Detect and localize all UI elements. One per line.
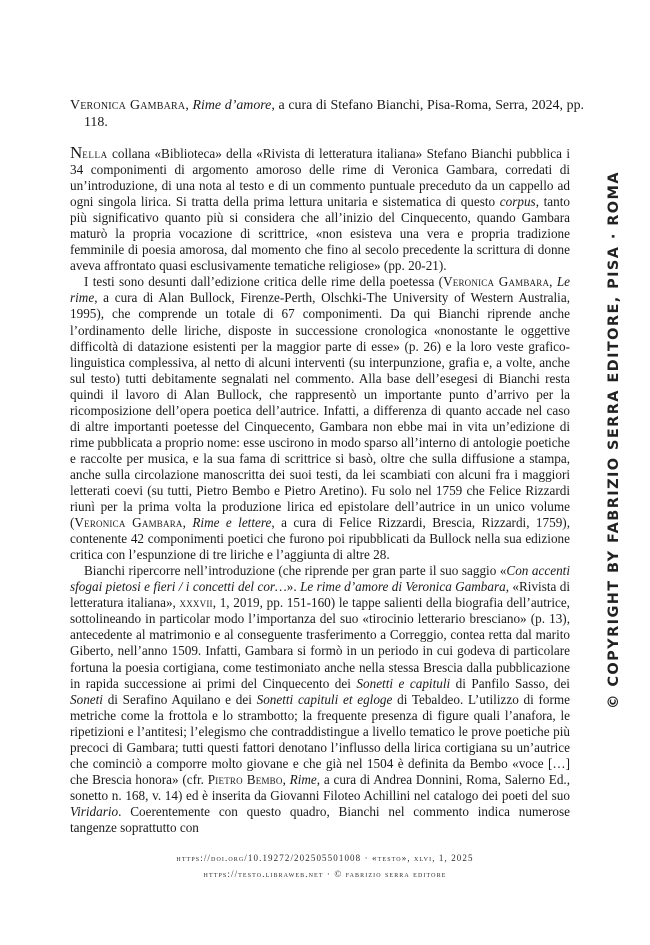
paragraph-3-text-e: di Panfilo Sasso, dei <box>450 675 570 691</box>
paragraph-1-text: collana «Biblioteca» della «Rivista di letteratura italiana» Stefano Bianchi pubblica i 34 componimenti di argomento amoroso delle rime di Veronica Gambara, corredati di un’introduzione, di una nota al testo e di un commento puntuale preceduto da un cappello ad ogni singola lirica. Si tratta della prima lettura unitaria e sistematica di questo <box>70 146 570 210</box>
author-small-caps-2: Veronica Gambara <box>74 515 183 531</box>
footer-doi-line: https://doi.org/10.19272/202505501008 · «testo», xlvi, 1, 2025 <box>176 853 474 863</box>
paragraph-3-text-j: . Coerentemente con questo quadro, Bianchi nel commento indica numerose tangenze soprattutto con <box>70 803 570 835</box>
paragraph-3-text-g: di Tebaldeo. L’utilizzo di forme metriche come la frottola e lo strambotto; la frequente presenza di figure quali l’anafora, le ripetizioni e l’antitesi; l’elegismo che contraddistingue a livello tematico le prove poetiche più precoci di Gambara; tutti questi fattori denotano l’influsso della lirica cortigiana su un’autrice che cominciò a comporre molto giovane e che già nel 1504 è definita da Bembo «voce […] che Brescia honora» (cfr. <box>70 691 570 787</box>
title-sonetti-capituli-et-egloge: Sonetti capituli et egloge <box>256 691 393 707</box>
paragraph-2-text-c: , a cura di Alan Bullock, Firenze-Perth, Olschki-The University of Western Australia, 1995), che comprende un totale di 67 componimenti. Da qui Bianchi riprende anche l’ordinamento delle liriche, disposte in successione cronologica «nonostante le oggettive difficoltà di datazione esistenti per la maggior parte di esse» (p. 26) e la loro veste grafico-linguistica complessiva, al netto di alcuni interventi (su interpunzione, grafia e, a volte, anche sul testo) tutti debitamente segnalati nel commento. Alla base dell’esegesi di Bianchi resta quindi il lavoro di Alan Bullock, che rappresentò un importante punto d’arrivo per la ricomposizione dell’opera poetica dell’autrice. Infatti, a differenza di quanto accade nel caso di altre importanti poetesse del Cinquecento, Gambara non ebbe mai in vita un’edizione di rime pubblicata a proprio nome: esse uscirono in modo sparso all’interno di antologie poetiche e raccolte per musica, e la sua fama di scrittrice si basò, oltre che sulla diffusione a stampa, anche sulla circolazione manoscritta dei suoi testi, da lei scambiati con alcuni fra i maggiori letterati coevi (su tutti, Pietro Bembo e Pietro Aretino). Fu solo nel 1759 che Felice Rizzardi riunì per la prima volta la produzione lirica ed epistolare dell’autrice in un unico volume ( <box>70 290 570 531</box>
title-soneti: Soneti <box>70 691 103 707</box>
essay-subtitle: Le rime d’amore di Veronica Gambara <box>300 579 506 595</box>
review-body <box>70 145 570 836</box>
title-rime: Rime <box>289 771 317 787</box>
reviewed-details: , a cura di Stefano Bianchi, Pisa-Roma, Serra, 2024, pp. 118. <box>84 98 585 130</box>
incipit-small-caps: ella <box>82 146 108 161</box>
paragraph-2 <box>70 274 570 563</box>
title-rime-e-lettere: Rime e lettere <box>192 515 272 531</box>
paragraph-1 <box>70 145 570 274</box>
paragraph-3-text-c: , «Rivista di letteratura italiana», <box>70 579 571 611</box>
paragraph-3-text-a: Bianchi ripercorre nell’introduzione (che riprende per gran parte il suo saggio « <box>84 563 507 579</box>
paragraph-2-text-a: I testi sono desunti dall’edizione critica delle rime della poetessa ( <box>84 274 444 290</box>
paragraph-3-text-i: , a cura di Andrea Donnini, Roma, Salerno Ed., sonetto n. 168, v. 14) ed è inserita da Giovanni Filoteo Achillini nel catalogo dei poeti del suo <box>70 771 571 803</box>
drop-cap: N <box>70 143 83 162</box>
reviewed-book-reference: Veronica Gambara, Rime d’amore, a cura di Stefano Bianchi, Pisa-Roma, Serra, 2024, pp. 118. <box>70 98 585 130</box>
essay-title: Con accenti sfogai pietosi e fieri / i concetti del cor… <box>70 563 570 595</box>
copyright-notice: © COPYRIGHT BY FABRIZIO SERRA EDITORE, PISA · ROMA <box>606 171 622 709</box>
volume-number: xxxvii <box>179 595 213 611</box>
title-sonetti-e-capituli: Sonetti e capituli <box>356 675 451 691</box>
paragraph-3 <box>70 563 570 836</box>
title-le-rime: Le rime <box>70 274 570 306</box>
author-small-caps: Veronica Gambara <box>443 274 550 290</box>
paragraph-2-text-d: , <box>182 515 193 531</box>
author-bembo-small-caps: Pietro Bembo <box>207 771 283 787</box>
reviewed-author: Veronica Gambara <box>70 98 186 113</box>
title-viridario: Viridario <box>70 803 119 819</box>
emphasis-corpus: corpus <box>499 194 536 210</box>
paragraph-2-text-e: , a cura di Felice Rizzardi, Brescia, Rizzardi, 1759), contenente 42 componimenti poetici che furono poi ripubblicati da Bullock nella sua edizione critica con l’espunzione di tre liriche e l’aggiunta di altre 28. <box>70 515 570 563</box>
paragraph-3-text-f: di Serafino Aquilano e dei <box>102 691 257 707</box>
footer-publisher-line: https://testo.libraweb.net · © fabrizio serra editore <box>203 869 447 879</box>
paragraph-3-text-h: , <box>282 771 290 787</box>
paragraph-1-text-2: , tanto più significativo quanto più si considera che all’inizio del Cinquecento, quando Gambara maturò la propria vocazione di scrittrice, «non esisteva una vera e propria tradizione femminile di poesia amorosa, dal momento che fino al secolo precedente la scrittura di donne aveva affrontato quasi esclusivamente tematiche religiose» (pp. 20-21). <box>70 194 570 274</box>
paragraph-3-text-d: , 1, 2019, pp. 151-160) le tappe salienti della biografia dell’autrice, sottolineando in particolar modo l’importanza del suo «tirocinio letterario bresciano» (p. 13), antecedente al matrimonio e al conseguente trasferimento a Correggio, contea retta dal marito Giberto, nell’anno 1509. Infatti, Gambara si formò in un periodo in cui godeva di particolare fortuna la poesia cortigiana, come testimoniato anche nella stessa Brescia dalla pubblicazione in rapida successione ai primi del Cinquecento dei <box>70 595 570 691</box>
paragraph-3-text-b: ». <box>286 579 301 595</box>
reviewed-title: Rime d’amore <box>192 98 272 113</box>
paragraph-2-text-b: , <box>549 274 557 290</box>
